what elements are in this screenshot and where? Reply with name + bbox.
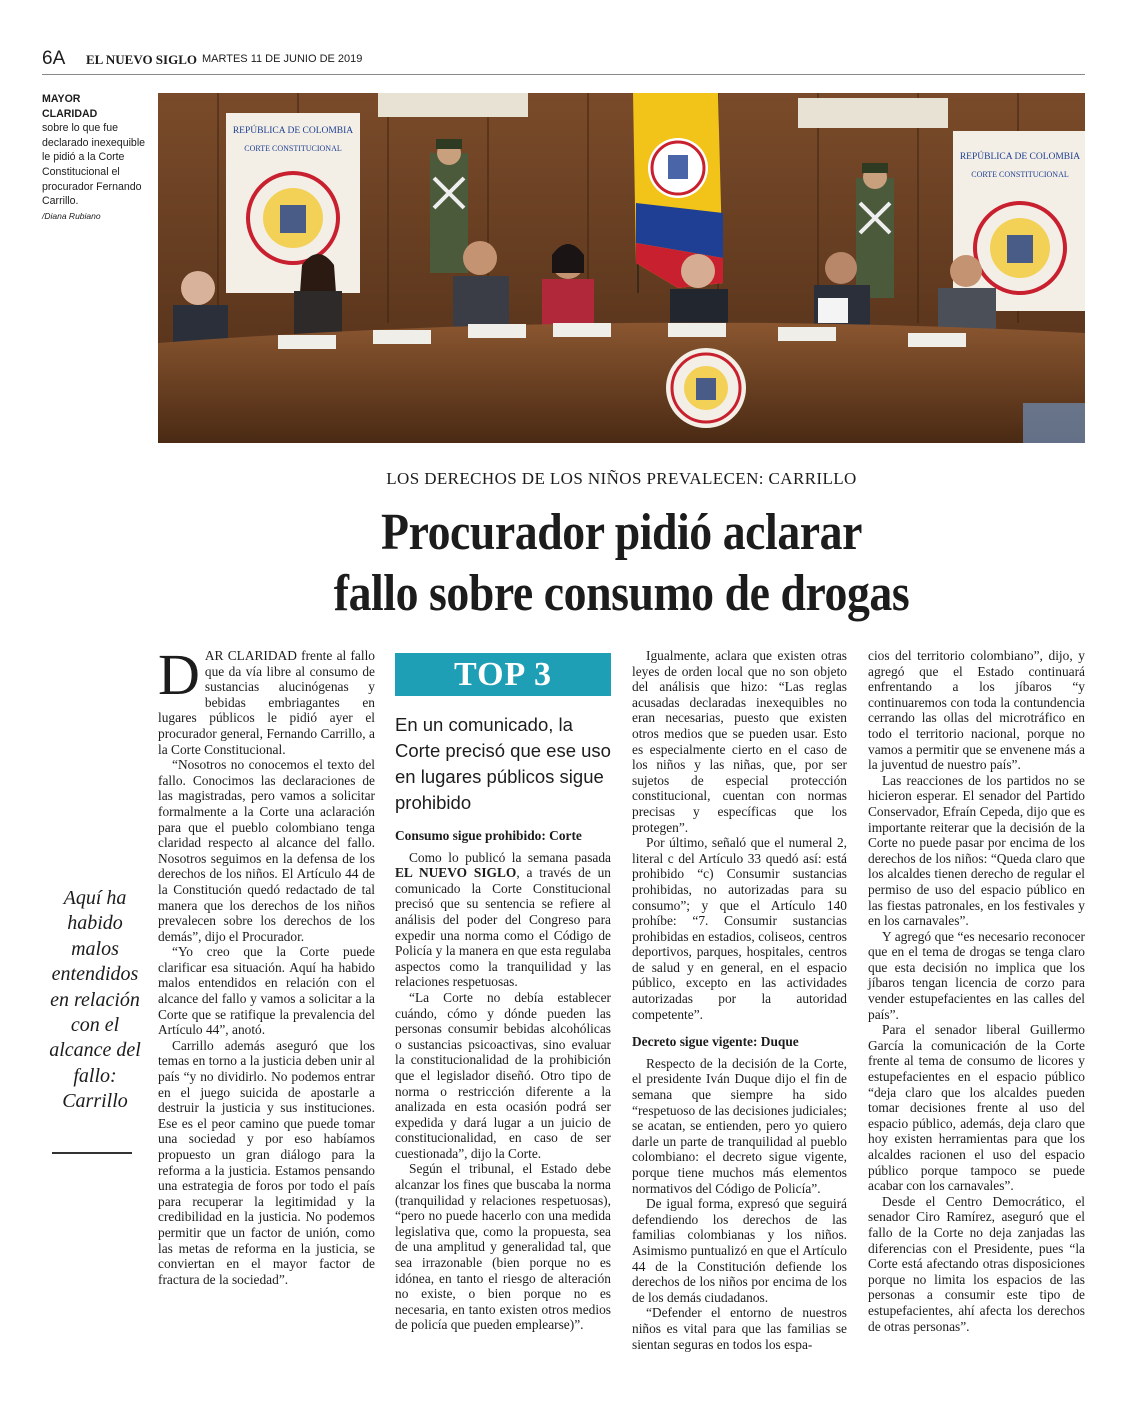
article-kicker: LOS DERECHOS DE LOS NIÑOS PREVALECEN: CARRILLO — [386, 469, 857, 488]
paragraph: De igual forma, expresó que seguirá defendiendo los derechos de las familias colombianas y los niños. Asimismo puntualizó en que el Artículo 44 de la Constitución defiende los derechos de los niños por encima de los de los demás ciudadanos. — [632, 1196, 847, 1305]
subhead: Consumo sigue prohibido: Corte — [395, 828, 582, 843]
paragraph: Carrillo además aseguró que los temas en torno a la justicia deben unir al país “y no dividirlo. No podemos entrar en el juego suicida de apostarle a destruir la justicia y sus instituciones. Ese es el peor camino que puede tomar una sociedad y por eso habíamos propuesto un gran diálogo para la reforma a la justicia. Estamos pensando una estrategia de foros por todo el país para recuperar la legitimidad y la credibilidad en la justicia. No podemos permitir que un factor de unión, como las metas de reforma en la justicia, se conviertan en el mayor factor de fractura de la sociedad”. — [158, 1037, 375, 1287]
article-column-4 — [868, 648, 1085, 1334]
drop-cap: D — [158, 642, 200, 707]
bench-seal — [666, 348, 746, 428]
paragraph: Según el tribunal, el Estado debe alcanzar los fines que buscaba la norma (tranquilidad y relaciones respetuosas), “pero no puede hacerlo con una medida legislativa que, como la propuesta, sea de una amplitud y generalidad tal, que sea irrazonable (bien porque no es idónea, en tanto el riesgo de alteración no existe, o bien porque no es necesaria, en tanto existen otros medios de policía que pueden emplearse)”. — [395, 1161, 611, 1333]
caption-title-line2: CLARIDAD — [42, 107, 98, 120]
caption-title-line1: MAYOR — [42, 93, 81, 105]
paragraph: cios del territorio colombiano”, dijo, y agregó que el Estado continuará enfrentando a los jíbaros “y continuaremos con toda la contundencia cerrando las ollas del microtráfico en todo el territorio nacional, porque no vamos a permitir que se envenene más a la juventud de nuestro país”. — [868, 648, 1085, 773]
page-number: 6A — [42, 48, 66, 69]
article-column-3 — [632, 648, 847, 1352]
paragraph: “Nosotros no conocemos el texto del fallo. Conocimos las declaraciones de las magistradas, pero vamos a solicitar formalmente a la Corte una aclaración para que el pueblo colombiano tenga claridad respecto al alcance del fallo. Nosotros seguimos en la defensa de los derechos de los niños. El Artículo 44 de la Constitución quedó redactado de tal manera que los derechos de los niños prevalecen sobre los derechos de los demás”, dijo el Procurador. — [158, 757, 375, 944]
paragraph: “La Corte no debía establecer cuándo, cómo y dónde pueden las personas consumir bebidas alcohólicas o sustancias psicoactivas, sino evaluar la constitucionalidad de la prohibición que el legislador diseñó. Otro tipo de norma o restricción diferente a la analizada en esta ocasión podrá ser expedida y dará lugar a un juicio de constitucionalidad, en caso de ser cuestionada”, dijo la Corte. — [395, 989, 611, 1161]
photo-credit: /Diana Rubiano — [42, 210, 101, 221]
svg-text:CORTE CONSTITUCIONAL: CORTE CONSTITUCIONAL — [244, 144, 342, 153]
paragraph: Para el senador liberal Guillermo García la comunicación de la Corte frente al tema de consumo de licores y estupefacientes en el espacio público “deja claro que los alcaldes pueden tomar decisiones frente al uso del espacio público, además, deja claro que hoy existen herramientas para que los alcaldes racionen el uso del espacio público porque tampoco se puede acabar con los carnavales”. — [868, 1022, 1085, 1194]
paragraph-text: Como lo publicó la semana pasada — [409, 849, 611, 865]
paragraph: Y agregó que “es necesario reconocer que en el tema de drogas se tenga claro que esta decisión no implica que los jíbaros tengan licencia de corzo para vender estupefacientes en las calles del país”. — [868, 928, 1085, 1022]
svg-text:REPÚBLICA DE COLOMBIA: REPÚBLICA DE COLOMBIA — [232, 126, 354, 136]
top3-text: En un comunicado, la Corte precisó que ese uso en lugares públicos sigue prohibido — [395, 714, 611, 813]
guard-right — [856, 163, 894, 298]
caption-text: sobre lo que fue declarado inexequible le pidió a la Corte Constitucional el procurador Fernando Carrillo. — [42, 122, 146, 208]
subhead: Decreto sigue vigente: Duque — [632, 1034, 799, 1050]
paragraph: Desde el Centro Democrático, el senador Ciro Ramírez, aseguró que el fallo de la Corte no deja zanjadas las diferencias con el Presidente, pues “la Corte está afectando otras disposiciones porque no limita los espacios de las personas a consumir este tipo de estupefacientes, ahí afecta los derechos de otras personas”. — [868, 1193, 1085, 1334]
svg-text:REPÚBLICA DE COLOMBIA: REPÚBLICA DE COLOMBIA — [959, 152, 1081, 162]
publication-mention: EL NUEVO SIGLO — [395, 865, 517, 881]
lead-in-caps: AR CLARIDAD — [204, 648, 297, 663]
headline-line1: Procurador pidió aclarar — [381, 504, 862, 561]
svg-text:CORTE CONSTITUCIONAL: CORTE CONSTITUCIONAL — [971, 170, 1069, 179]
paragraph: “Defender el entorno de nuestros niños es vital para que las familias se sientan seguras en todos los espa- — [632, 1305, 847, 1352]
photo-caption — [42, 92, 152, 223]
caption-title — [42, 92, 152, 121]
paragraph: Igualmente, aclara que existen otras leyes de orden local que no son objeto del análisis que hizo: “Las reglas acusadas declaradas inexequibles no eran necesarias, puesto que existen otros medios que se pueden usar. Esto es especialmente cierto en el caso de los niños y las niñas, que, por ser sujetos de especial protección constitucional, cuentan con normas precisas y específicas que los protegen”. — [632, 648, 847, 835]
article-headline — [214, 502, 1030, 624]
court-photo — [158, 93, 1085, 443]
paragraph-text: frente al fallo que da vía libre al consumo de sustancias alucinógenas y bebidas embriagantes en lugares públicos le pidió ayer el procurador general, Fernando Carrillo, a la Corte Constitucional. — [158, 648, 375, 757]
publication-date: MARTES 11 DE JUNIO DE 2019 — [202, 53, 363, 65]
paragraph — [158, 642, 375, 757]
paragraph: Respecto de la decisión de la Corte, el presidente Iván Duque dijo el fin de semana que siempre ha sido “respetuoso de las decisiones judiciales; se acatan, se entienden, pero yo quiero darle un parte de tranquilidad al pueblo colombiano: el decreto sigue vigente, porque tiene muchos más elementos normativos del Código de Policía”. — [632, 1055, 847, 1196]
paragraph — [395, 850, 611, 990]
article-column-1 — [158, 642, 375, 1287]
page-header — [42, 50, 1085, 75]
left-banner — [226, 113, 360, 293]
guard-left — [430, 139, 468, 273]
article-column-2 — [395, 828, 611, 1333]
paragraph-text: , a través de un comunicado la Corte Constitucional precisó que su sentencia se refiere al análisis del poder del Congreso para expedir una norma como el Código de Policía y la manera en que esta regulaba aspectos como la tranquilidad y las relaciones respetuosas. — [395, 865, 611, 990]
pull-quote-rule — [52, 1152, 132, 1154]
paragraph: Por último, señaló que el numeral 2, literal c del Artículo 33 quedó así: está prohibido “c) Consumir sustancias prohibidas, no autorizadas para su consumo”; y que el Artículo 140 prohíbe: “7. Consumir sustancias prohibidas en estadios, coliseos, centros deportivos, parques, hospitales, centros de salud y en general, en el espacio público, excepto en las actividades autorizadas por la autoridad competente”. — [632, 835, 847, 1022]
paragraph: “Yo creo que la Corte puede clarificar esa situación. Aquí ha habido malos entendidos en relación con el alcance del fallo y vamos a solicitar a la Corte que se ratifique la prevalencia del Artículo 44”, anotó. — [158, 944, 375, 1038]
pull-quote: Aquí ha habido malos entendidos en relación con el alcance del fallo: Carrillo — [49, 887, 141, 1113]
headline-line2: fallo sobre consumo de drogas — [333, 565, 910, 622]
paragraph: Las reacciones de los partidos no se hicieron esperar. El senador del Partido Conservador, Efraín Cepeda, dijo que es importante reiterar que la decisión de la Corte no puede pasar por encima de los derechos de los niños: “Queda claro que los alcaldes tienen derecho de regular el permiso de uso del espacio público en las fiestas patronales, en los festivales y en los carnavales”. — [868, 772, 1085, 929]
publication-name: EL NUEVO SIGLO — [86, 52, 197, 67]
top3-box: TOP 3 — [395, 653, 611, 696]
